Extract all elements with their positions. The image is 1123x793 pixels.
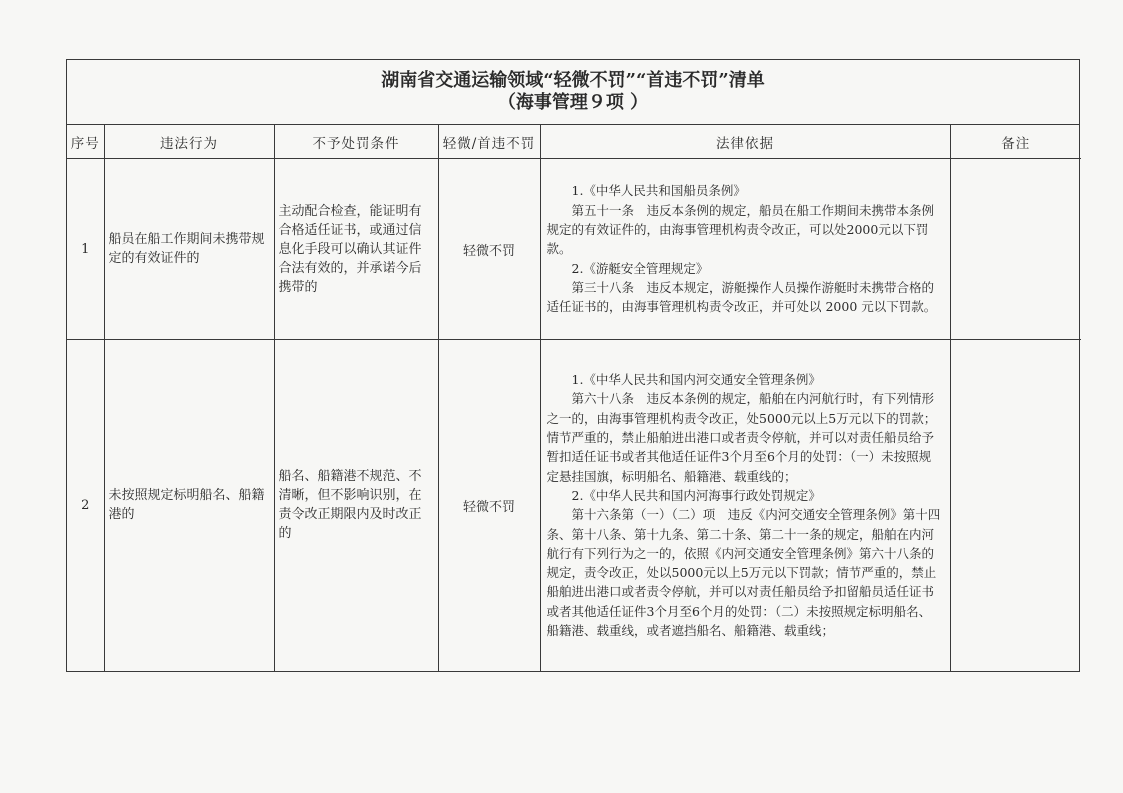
row-act: 未按照规定标明船名、船籍港的 <box>104 340 274 671</box>
law-line: 1.《中华人民共和国内河交通安全管理条例》 <box>571 372 821 388</box>
header-no: 序号 <box>67 125 104 159</box>
document-sheet <box>66 59 1080 672</box>
law-line: 2.《中华人民共和国内河海事行政处罚规定》 <box>571 487 821 503</box>
law-line: 第十六条第（一）（二）项 违反《内河交通安全管理条例》第十四条、第十八条、第十九条、第二十条、第二十一条的规定，船舶在内河航行有下列行为之一的，依照《内河交通安全管理条例》第六十八条的规定，责令改正，处以5000元以上5万元以下罚款；情节严重的，禁止船舶进出港口或者责令停航，并可以对责任船员给予扣留船员适任证书或者其他适任证件3个月至6个月的处罚：（二）未按照规定标明船名、船籍港、载重线，或者遮挡船名、船籍港、载重线； <box>546 507 941 639</box>
document-title: 湖南省交通运输领域“轻微不罚”“首违不罚”清单 <box>381 70 765 91</box>
title-block <box>67 60 1079 125</box>
law-line: 2.《游艇安全管理规定》 <box>571 260 709 276</box>
row-no: 2 <box>67 340 104 671</box>
row-act: 船员在船工作期间未携带规定的有效证件的 <box>104 159 274 340</box>
header-type: 轻微/首违不罚 <box>438 125 540 159</box>
table-row <box>67 340 1081 671</box>
list-table <box>67 125 1081 671</box>
row-remark <box>950 159 1081 340</box>
header-row <box>67 125 1081 159</box>
law-line: 第三十八条 违反本规定，游艇操作人员操作游艇时未携带合格的适任证书的，由海事管理机构责令改正，并可处以 2000 元以下罚款。 <box>546 279 937 315</box>
row-law <box>540 340 950 671</box>
document-subtitle: （海事管理９项 ） <box>497 92 649 113</box>
row-condition: 主动配合检查，能证明有合格适任证书，或通过信息化手段可以确认其证件合法有效的，并承诺今后携带的 <box>274 159 438 340</box>
header-act: 违法行为 <box>104 125 274 159</box>
row-law <box>540 159 950 340</box>
row-type: 轻微不罚 <box>438 159 540 340</box>
header-remark: 备注 <box>950 125 1081 159</box>
law-line: 第五十一条 违反本条例的规定，船员在船工作期间未携带本条例规定的有效证件的，由海事管理机构责令改正，可以处2000元以下罚款。 <box>546 202 935 257</box>
law-line: 1.《中华人民共和国船员条例》 <box>571 183 746 199</box>
law-line: 第六十八条 违反本条例的规定，船舶在内河航行时，有下列情形之一的，由海事管理机构责令改正，处5000元以上5万元以下的罚款；情节严重的，禁止船舶进出港口或者责令停航，并可以对责任船员给予暂扣适任证书或者其他适任证件3个月至6个月的处罚：（一）未按照规定悬挂国旗，标明船名、船籍港、载重线的； <box>546 391 937 484</box>
row-type: 轻微不罚 <box>438 340 540 671</box>
table-row <box>67 159 1081 340</box>
row-no: 1 <box>67 159 104 340</box>
header-condition: 不予处罚条件 <box>274 125 438 159</box>
row-condition: 船名、船籍港不规范、不清晰，但不影响识别，在责令改正期限内及时改正的 <box>274 340 438 671</box>
row-remark <box>950 340 1081 671</box>
header-law: 法律依据 <box>540 125 950 159</box>
